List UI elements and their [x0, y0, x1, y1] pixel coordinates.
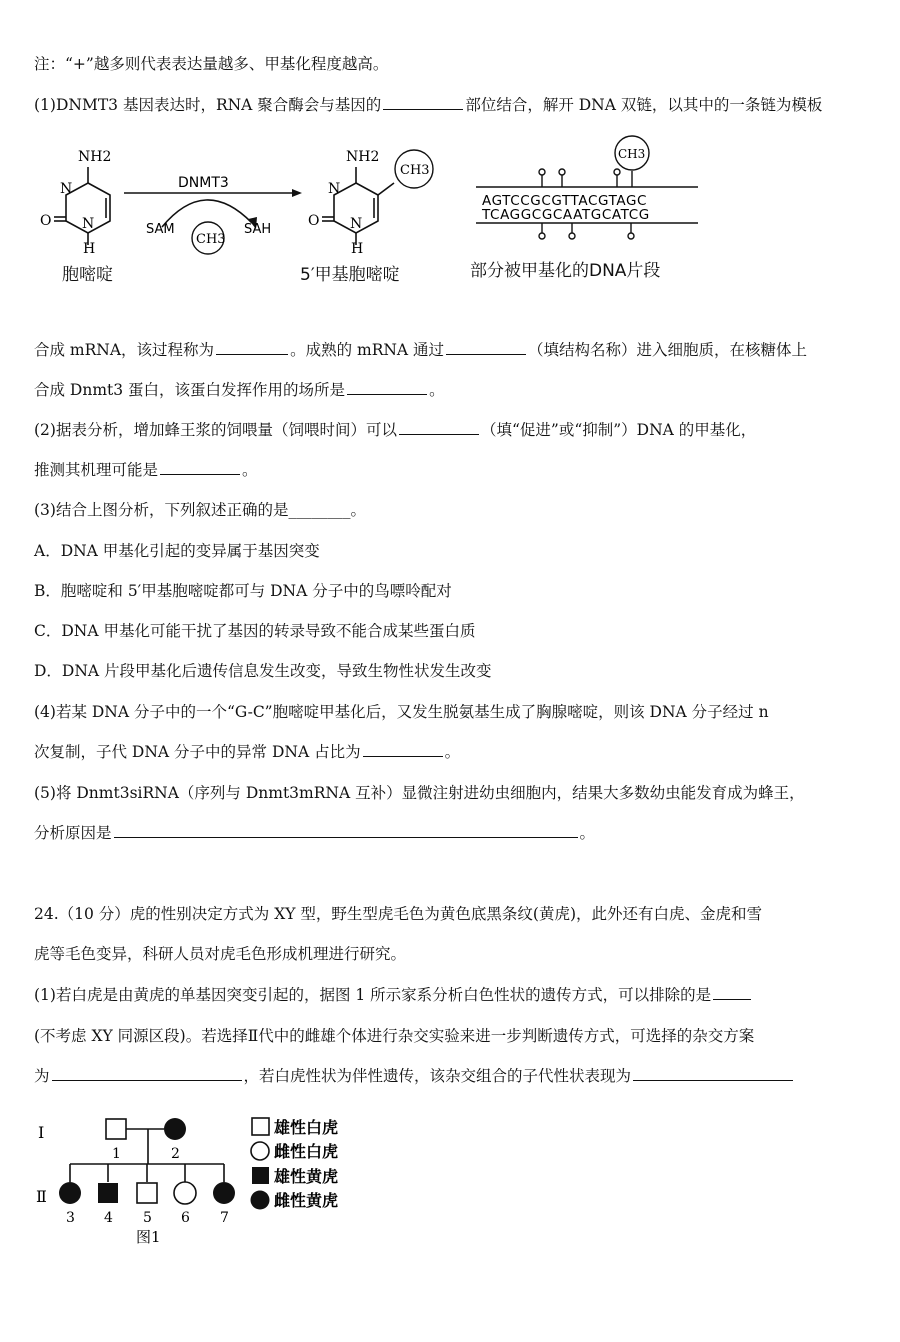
individual-number: 7 — [220, 1210, 229, 1226]
q3-option-c[interactable]: C．DNA 甲基化可能干扰了基因的转录导致不能合成某些蛋白质 — [34, 622, 476, 640]
dna-fragment — [476, 136, 698, 239]
methylcytosine-caption: 5′甲基胞嘧啶 — [300, 265, 400, 285]
methylcytosine-structure — [322, 167, 394, 245]
figure-caption: 图1 — [136, 1228, 161, 1246]
answer-blank[interactable] — [363, 740, 443, 757]
ch3-label: CH3 — [618, 147, 646, 161]
q2-text: 。 — [242, 461, 258, 479]
legend-male-white-symbol — [252, 1118, 269, 1135]
sam-label: SAM — [146, 222, 175, 237]
q1-text: 合成 mRNA，该过程称为 — [34, 341, 215, 359]
q2-line2 — [34, 458, 258, 482]
female-yellow-tiger-symbol — [213, 1182, 235, 1204]
q2-text: （填“促进”或“抑制”）DNA 的甲基化， — [480, 421, 757, 439]
n-label: N — [350, 216, 363, 232]
individual-number: 4 — [104, 1210, 113, 1226]
methylation-figure — [30, 135, 720, 315]
answer-blank[interactable] — [713, 983, 751, 1000]
dna-caption: 部分被甲基化的DNA片段 — [470, 261, 661, 281]
individual-number: 1 — [112, 1146, 121, 1162]
answer-blank[interactable] — [347, 378, 427, 395]
q1-text: 。成熟的 mRNA 通过 — [290, 341, 445, 359]
generation-1-label: Ⅰ — [38, 1123, 45, 1142]
legend-male-white: 雄性白虎 — [274, 1118, 339, 1137]
q4-text: 次复制，子代 DNA 分子中的异常 DNA 占比为 — [34, 743, 361, 761]
sah-label: SAH — [244, 222, 272, 237]
q5-line2 — [34, 821, 595, 845]
q24-text: ，若白虎性状为伴性遗传，该杂交组合的子代性状表现为 — [243, 1067, 632, 1085]
q1-line1 — [34, 93, 822, 117]
dna-strand-bottom: TCAGGCGCAATGCATCG — [482, 207, 650, 223]
q1-line2 — [34, 338, 807, 362]
arrow-head-icon — [292, 189, 302, 197]
q5-text: 。 — [579, 824, 596, 842]
ch3-label: CH3 — [400, 163, 430, 178]
q5-text: 分析原因是 — [34, 824, 112, 842]
q2-text: 推测其机理可能是 — [34, 461, 159, 479]
h-label: H — [351, 241, 364, 257]
answer-blank[interactable] — [633, 1064, 793, 1081]
enzyme-label: DNMT3 — [178, 175, 229, 191]
dna-strand-top: AGTCCGCGTTACGTAGC — [482, 193, 648, 209]
q4-line1: (4)若某 DNA 分子中的一个“G-C”胞嘧啶甲基化后，又发生脱氨基生成了胸腺嘧啶，则该 DNA 分子经过 n — [34, 703, 769, 721]
q3-stem: (3)结合上图分析，下列叙述正确的是________。 — [34, 501, 366, 519]
answer-blank[interactable] — [446, 338, 526, 355]
nh2-label: NH2 — [78, 149, 112, 165]
q4-text: 。 — [444, 743, 461, 761]
legend-female-white-symbol — [251, 1142, 269, 1160]
n-label: N — [60, 181, 73, 197]
q1-text-b: 部位结合，解开 DNA 双链，以其中的一条链为模板 — [465, 96, 823, 114]
ch3-label: CH3 — [196, 232, 226, 247]
o-label: O — [40, 213, 52, 229]
q24-line5 — [34, 1064, 795, 1088]
male-white-tiger-symbol — [137, 1183, 157, 1203]
q3-option-d[interactable]: D．DNA 片段甲基化后遗传信息发生改变，导致生物性状发生改变 — [34, 662, 492, 680]
q3-option-a[interactable]: A．DNA 甲基化引起的变异属于基因突变 — [34, 542, 320, 560]
legend-female-white: 雌性白虎 — [274, 1142, 339, 1161]
female-yellow-tiger-symbol — [164, 1118, 186, 1140]
legend-male-yellow: 雄性黄虎 — [274, 1167, 339, 1186]
generation-2-label: Ⅱ — [36, 1187, 47, 1206]
q1-text: （填结构名称）进入细胞质，在核糖体上 — [528, 341, 808, 359]
q24-text: 为 — [34, 1067, 50, 1085]
individual-number: 5 — [143, 1210, 152, 1226]
q1-line3 — [34, 378, 445, 402]
q1-text-a: (1)DNMT3 基因表达时，RNA 聚合酶会与基因的 — [34, 96, 382, 114]
answer-blank[interactable] — [399, 418, 479, 435]
pedigree-figure — [30, 1110, 370, 1260]
legend-female-yellow-symbol — [251, 1191, 270, 1210]
answer-blank[interactable] — [383, 93, 463, 110]
answer-blank[interactable] — [114, 821, 578, 838]
individual-number: 3 — [66, 1210, 75, 1226]
q24-line1: 24.（10 分）虎的性别决定方式为 XY 型，野生型虎毛色为黄色底黑条纹(黄虎)，此外还有白虎、金虎和雪 — [34, 905, 763, 923]
legend-male-yellow-symbol — [252, 1167, 269, 1184]
q1-text: 。 — [429, 381, 445, 399]
n-label: N — [82, 216, 95, 232]
female-white-tiger-symbol — [174, 1182, 196, 1204]
n-label: N — [328, 181, 341, 197]
curved-arrow — [162, 200, 252, 227]
cytosine-caption: 胞嘧啶 — [62, 265, 113, 285]
q3-option-b[interactable]: B．胞嘧啶和 5′甲基胞嘧啶都可与 DNA 分子中的鸟嘌呤配对 — [34, 582, 452, 600]
nh2-label: NH2 — [346, 149, 380, 165]
q24-line4: (不考虑 XY 同源区段)。若选择Ⅱ代中的雌雄个体进行杂交实验来进一步判断遗传方式，可选择的杂交方案 — [34, 1027, 755, 1045]
male-white-tiger-symbol — [106, 1119, 126, 1139]
note-line: 注：“+”越多则代表表达量越多、甲基化程度越高。 — [34, 55, 389, 73]
male-yellow-tiger-symbol — [98, 1183, 118, 1203]
female-yellow-tiger-symbol — [59, 1182, 81, 1204]
h-label: H — [83, 241, 96, 257]
q1-text: 合成 Dnmt3 蛋白，该蛋白发挥作用的场所是 — [34, 381, 346, 399]
cytosine-structure — [54, 167, 110, 245]
q2-text: (2)据表分析，增加蜂王浆的饲喂量（饲喂时间）可以 — [34, 421, 397, 439]
individual-number: 6 — [181, 1210, 190, 1226]
q24-line2: 虎等毛色变异，科研人员对虎毛色形成机理进行研究。 — [34, 945, 407, 963]
q5-line1: (5)将 Dnmt3siRNA（序列与 Dnmt3mRNA 互补）显微注射进幼虫细胞内，结果大多数幼虫能发育成为蜂王， — [34, 784, 805, 802]
legend-female-yellow: 雌性黄虎 — [274, 1191, 339, 1210]
q2-line1 — [34, 418, 756, 442]
answer-blank[interactable] — [52, 1064, 242, 1081]
q4-line2 — [34, 740, 460, 764]
q24-text: (1)若白虎是由黄虎的单基因突变引起的，据图 1 所示家系分析白色性状的遗传方式，可以排除的是 — [34, 986, 712, 1004]
individual-number: 2 — [171, 1146, 180, 1162]
answer-blank[interactable] — [216, 338, 288, 355]
o-label: O — [308, 213, 320, 229]
answer-blank[interactable] — [160, 458, 240, 475]
q24-line3 — [34, 983, 753, 1007]
